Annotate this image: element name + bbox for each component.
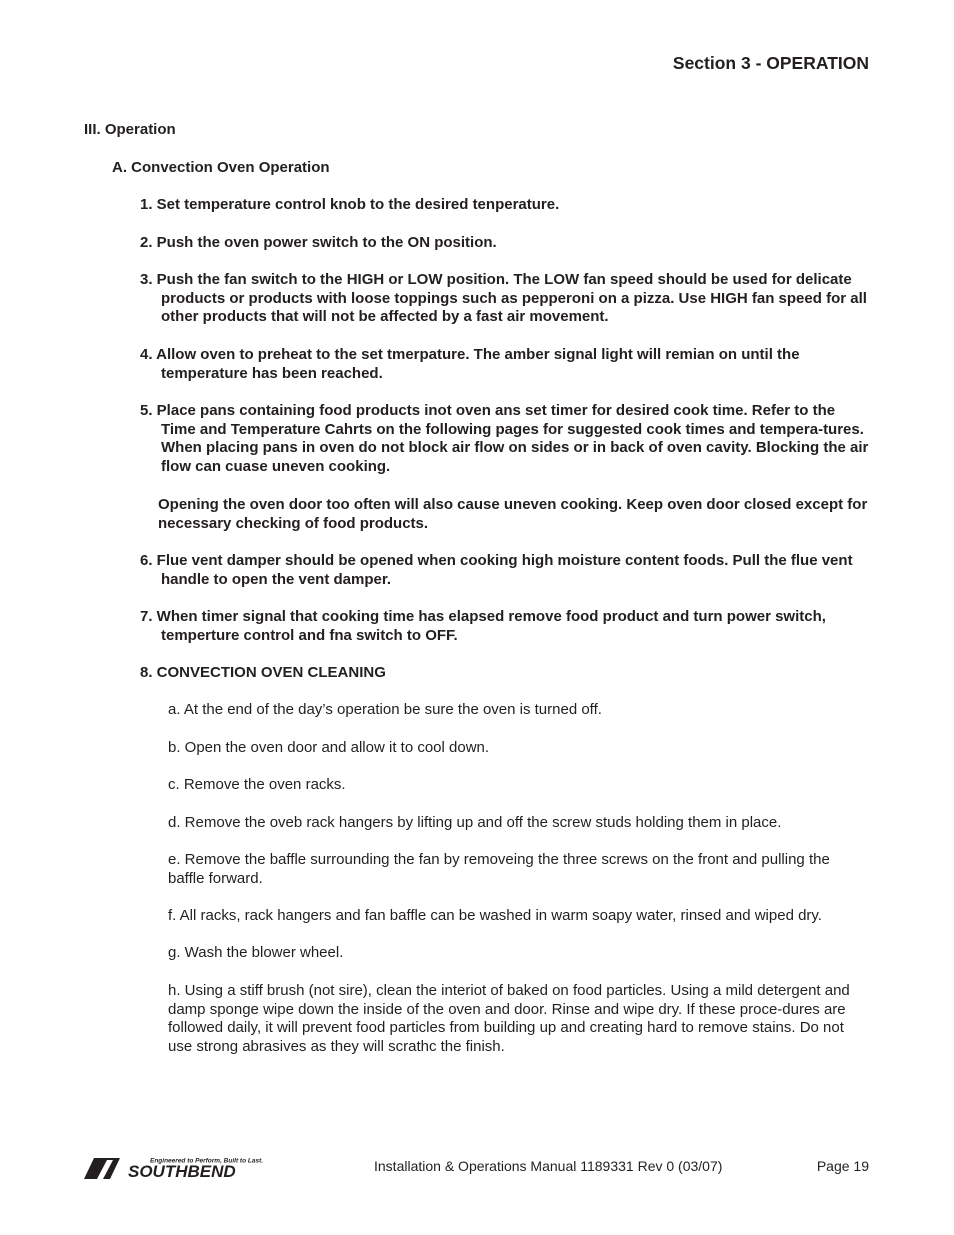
step-5-note: Opening the oven door too often will also cause uneven cooking. Keep oven door closed except for necessary checking of food products. bbox=[158, 496, 868, 532]
step-3: 3. Push the fan switch to the HIGH or LOW position. The LOW fan speed should be used for delicate products or products with loose toppings such as pepperoni on a pizza. Use HIGH fan speed for all other products that will not be affected by a fast air movement. bbox=[140, 271, 867, 326]
southbend-logo bbox=[84, 1154, 284, 1180]
step-8-heading: 8. CONVECTION OVEN CLEANING bbox=[140, 664, 386, 681]
step-1: 1. Set temperature control knob to the desired tenperature. bbox=[140, 196, 560, 213]
step-7: 7. When timer signal that cooking time has elapsed remove food product and turn power switch, temperture control and fna switch to OFF. bbox=[140, 608, 826, 644]
cleaning-step-d: d. Remove the oveb rack hangers by lifting up and off the screw studs holding them in place. bbox=[168, 814, 782, 831]
cleaning-step-h: h. Using a stiff brush (not sire), clean the interiot of baked on food particles. Using a mild detergent and damp sponge wipe down the inside of the oven and door. Rinse and wipe dry. If these proce-dures are followed daily, it will prevent food particles from building up and creating hard to remove stains. Do not use strong abrasives as they will scrathc the finish. bbox=[168, 982, 850, 1055]
footer-page-number: Page 19 bbox=[816, 1158, 869, 1174]
section-header: Section 3 - OPERATION bbox=[672, 53, 869, 73]
cleaning-step-e: e. Remove the baffle surrounding the fan by removeing the three screws on the front and pulling the baffle forward. bbox=[168, 851, 830, 887]
step-5: 5. Place pans containing food products inot oven ans set timer for desired cook time. Refer to the Time and Temperature Cahrts on the following pages for suggested cook times and tempera-tures. When placing pans in oven do not block air flow on sides or in back of oven cavity. Blocking the air flow can cuase uneven cooking. bbox=[140, 402, 869, 475]
cleaning-step-c: c. Remove the oven racks. bbox=[168, 776, 346, 793]
step-2: 2. Push the oven power switch to the ON position. bbox=[140, 234, 497, 251]
step-4: 4. Allow oven to preheat to the set tmerpature. The amber signal light will remian on until the temperature has been reached. bbox=[140, 346, 800, 382]
subsection-heading: A. Convection Oven Operation bbox=[112, 159, 330, 176]
cleaning-step-g: g. Wash the blower wheel. bbox=[168, 944, 344, 961]
logo-wordmark: SOUTHBEND bbox=[128, 1162, 236, 1180]
cleaning-step-f: f. All racks, rack hangers and fan baffle can be washed in warm soapy water, rinsed and wiped dry. bbox=[168, 907, 822, 924]
logo-tagline: Engineered to Perform, Built to Last. bbox=[150, 1157, 264, 1165]
cleaning-step-a: a. At the end of the day’s operation be sure the oven is turned off. bbox=[168, 701, 602, 718]
footer-manual-info: Installation & Operations Manual 1189331 Rev 0 (03/07) bbox=[374, 1158, 723, 1174]
cleaning-step-b: b. Open the oven door and allow it to cool down. bbox=[168, 739, 490, 756]
step-6: 6. Flue vent damper should be opened when cooking high moisture content foods. Pull the flue vent handle to open the vent damper. bbox=[140, 552, 853, 588]
section-heading: III. Operation bbox=[84, 121, 176, 138]
